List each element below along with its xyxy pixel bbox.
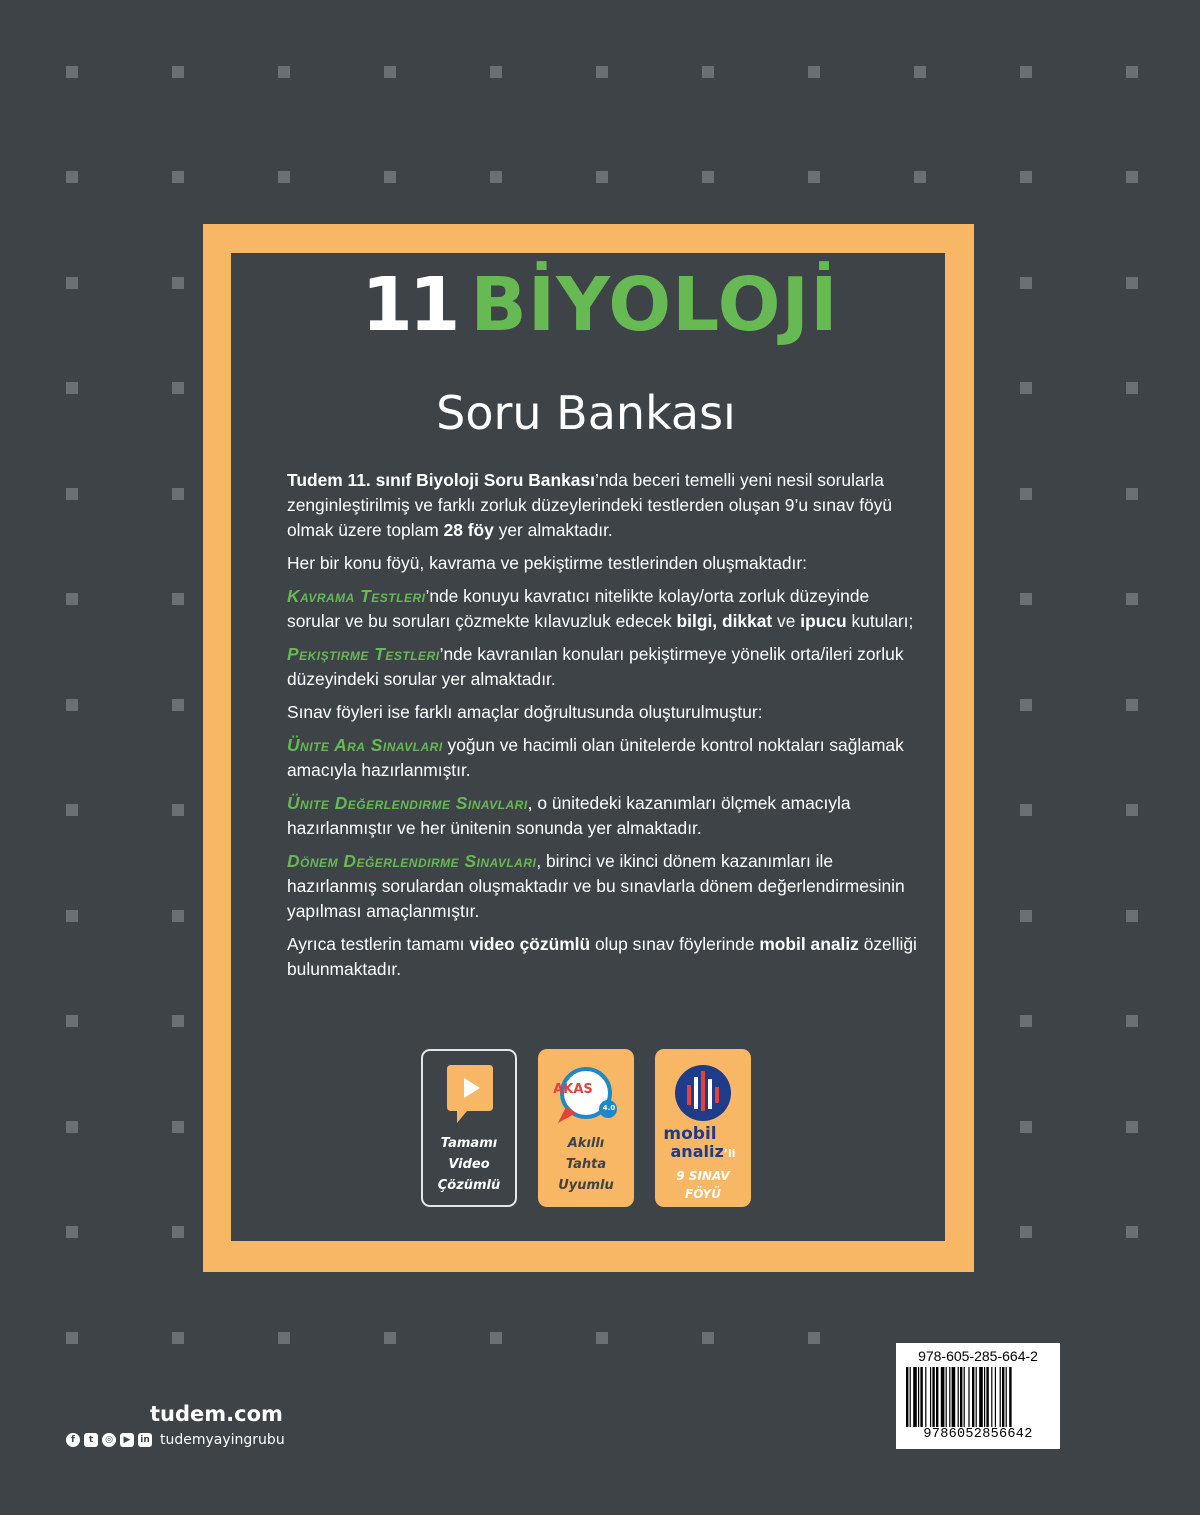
pattern-dot [172, 488, 184, 500]
pattern-dot [1020, 1121, 1032, 1133]
pattern-dot [172, 593, 184, 605]
pattern-dot [1126, 699, 1138, 711]
pattern-dot [1126, 1121, 1138, 1133]
pattern-dot [66, 488, 78, 500]
paragraph-sinav: Sınav föyleri ise farklı amaçlar doğrultusunda oluşturulmuştur: [287, 702, 763, 722]
pattern-dot [384, 171, 396, 183]
pattern-dot [172, 1015, 184, 1027]
pattern-dot [1020, 804, 1032, 816]
pattern-dot [172, 804, 184, 816]
isbn-barcode [896, 1343, 1060, 1449]
pattern-dot [596, 66, 608, 78]
instagram-icon[interactable]: ◎ [102, 1433, 116, 1447]
youtube-icon[interactable]: ▶ [120, 1433, 134, 1447]
pattern-dot [702, 171, 714, 183]
video-badge-label: Tamamı Video Çözümlü [437, 1136, 501, 1193]
pattern-dot [596, 1332, 608, 1344]
grade-number: 11 [361, 262, 457, 348]
pattern-dot [66, 171, 78, 183]
pattern-dot [490, 66, 502, 78]
pattern-dot [172, 1121, 184, 1133]
video-play-icon [447, 1065, 493, 1127]
akas-logo-text: AKAS [553, 1082, 593, 1097]
mobil-badge-label: 9 SINAV FÖYÜ [676, 1169, 730, 1201]
pattern-dot [702, 1332, 714, 1344]
subtitle: Soru Bankası [436, 386, 736, 440]
paragraph-donem: Dönem Değerlendirme Sınavları, birinci ve ikinci dönem kazanımları ile hazırlanmış sorulardan oluşmaktadır ve bu sınavlarla dönem değerlendirmesinin yapılması amaçlanmıştır. [287, 851, 905, 921]
social-handle: tudemyayingrubu [160, 1432, 285, 1448]
video-badge [421, 1049, 517, 1207]
pattern-dot [66, 699, 78, 711]
pattern-dot [1020, 1015, 1032, 1027]
pattern-dot [914, 66, 926, 78]
pattern-dot [1020, 66, 1032, 78]
paragraph-intro: Tudem 11. sınıf Biyoloji Soru Bankası’nda beceri temelli yeni nesil sorularla zenginleştirilmiş ve farklı zorluk düzeylerindeki testlerden oluşan 9’u sınav föyü olmak üzere toplam 28 föy yer almaktadır. [287, 470, 893, 540]
pattern-dot [1126, 1226, 1138, 1238]
pattern-dot [66, 910, 78, 922]
pattern-dot [172, 1226, 184, 1238]
pattern-dot [172, 171, 184, 183]
paragraph-video: Ayrıca testlerin tamamı video çözümlü olup sınav föylerinde mobil analiz özelliği bulunmaktadır. [287, 934, 917, 979]
mobil-logo-line1: mobil [663, 1124, 717, 1144]
pattern-dot [808, 66, 820, 78]
pattern-dot [1126, 804, 1138, 816]
pattern-dot [1126, 593, 1138, 605]
isbn-number: 978-605-285-664-2 [918, 1348, 1038, 1364]
akas-badge-label: Akıllı Tahta Uyumlu [558, 1136, 614, 1193]
mobil-analiz-logo-icon [673, 1063, 733, 1123]
facebook-icon[interactable]: f [66, 1433, 80, 1447]
title [0, 262, 1200, 348]
description [287, 468, 917, 990]
barcode-bars [906, 1367, 1050, 1427]
paragraph-pekistirme: Pekiştirme Testleri’nde kavranılan konuları pekiştirmeye yönelik orta/ileri zorluk düzeyindeki sorular yer almaktadır. [287, 644, 904, 689]
mobil-suffix: ’li [723, 1147, 736, 1160]
akas-badge [538, 1049, 634, 1207]
pattern-dot [808, 1332, 820, 1344]
pattern-dot [384, 66, 396, 78]
paragraph-unite-ara: Ünite Ara Sınavları yoğun ve hacimli olan ünitelerde kontrol noktaları sağlamak amacıyla hazırlanmıştır. [287, 735, 904, 780]
paragraph-konu: Her bir konu föyü, kavrama ve pekiştirme testlerinden oluşmaktadır: [287, 553, 808, 573]
pattern-dot [278, 66, 290, 78]
pattern-dot [172, 699, 184, 711]
pattern-dot [702, 66, 714, 78]
pattern-dot [1126, 66, 1138, 78]
pattern-dot [66, 1226, 78, 1238]
paragraph-unite-degerlendirme: Ünite Değerlendirme Sınavları, o ünitedeki kazanımları ölçmek amacıyla hazırlanmıştır ve her ünitenin sonunda yer almaktadır. [287, 793, 851, 838]
pattern-dot [596, 171, 608, 183]
pattern-dot [1126, 910, 1138, 922]
pattern-dot [278, 171, 290, 183]
pattern-dot [66, 804, 78, 816]
pattern-dot [66, 1121, 78, 1133]
mobil-logo-line2: analiz’li [670, 1142, 736, 1161]
social-links [66, 1431, 285, 1449]
pattern-dot [490, 171, 502, 183]
pattern-dot [808, 171, 820, 183]
pattern-dot [1126, 171, 1138, 183]
akas-version: 4.0 [602, 1104, 616, 1112]
pattern-dot [384, 1332, 396, 1344]
pattern-dot [172, 910, 184, 922]
pattern-dot [1020, 488, 1032, 500]
pattern-dot [490, 1332, 502, 1344]
pattern-dot [914, 171, 926, 183]
paragraph-kavrama: Kavrama Testleri’nde konuyu kavratıcı nitelikte kolay/orta zorluk düzeyinde sorular ve bu soruları çözmekte kılavuzluk edecek bilgi, dikkat ve ipucu kutuları; [287, 586, 914, 631]
pattern-dot [66, 593, 78, 605]
barcode-digits: 9786052856642 [923, 1427, 1033, 1442]
twitter-icon[interactable]: t [84, 1433, 98, 1447]
linkedin-icon[interactable]: in [138, 1433, 152, 1447]
pattern-dot [1020, 593, 1032, 605]
pattern-dot [1020, 171, 1032, 183]
mobil-analiz-badge [655, 1049, 751, 1207]
subject-title: BİYOLOJİ [470, 262, 839, 348]
pattern-dot [1126, 1015, 1138, 1027]
pattern-dot [1020, 699, 1032, 711]
pattern-dot [172, 66, 184, 78]
pattern-dot [66, 1332, 78, 1344]
pattern-dot [1020, 910, 1032, 922]
pattern-dot [278, 1332, 290, 1344]
pattern-dot [66, 1015, 78, 1027]
pattern-dot [1020, 1226, 1032, 1238]
website[interactable]: tudem.com [150, 1402, 283, 1426]
pattern-dot [172, 1332, 184, 1344]
pattern-dot [1126, 488, 1138, 500]
pattern-dot [66, 66, 78, 78]
